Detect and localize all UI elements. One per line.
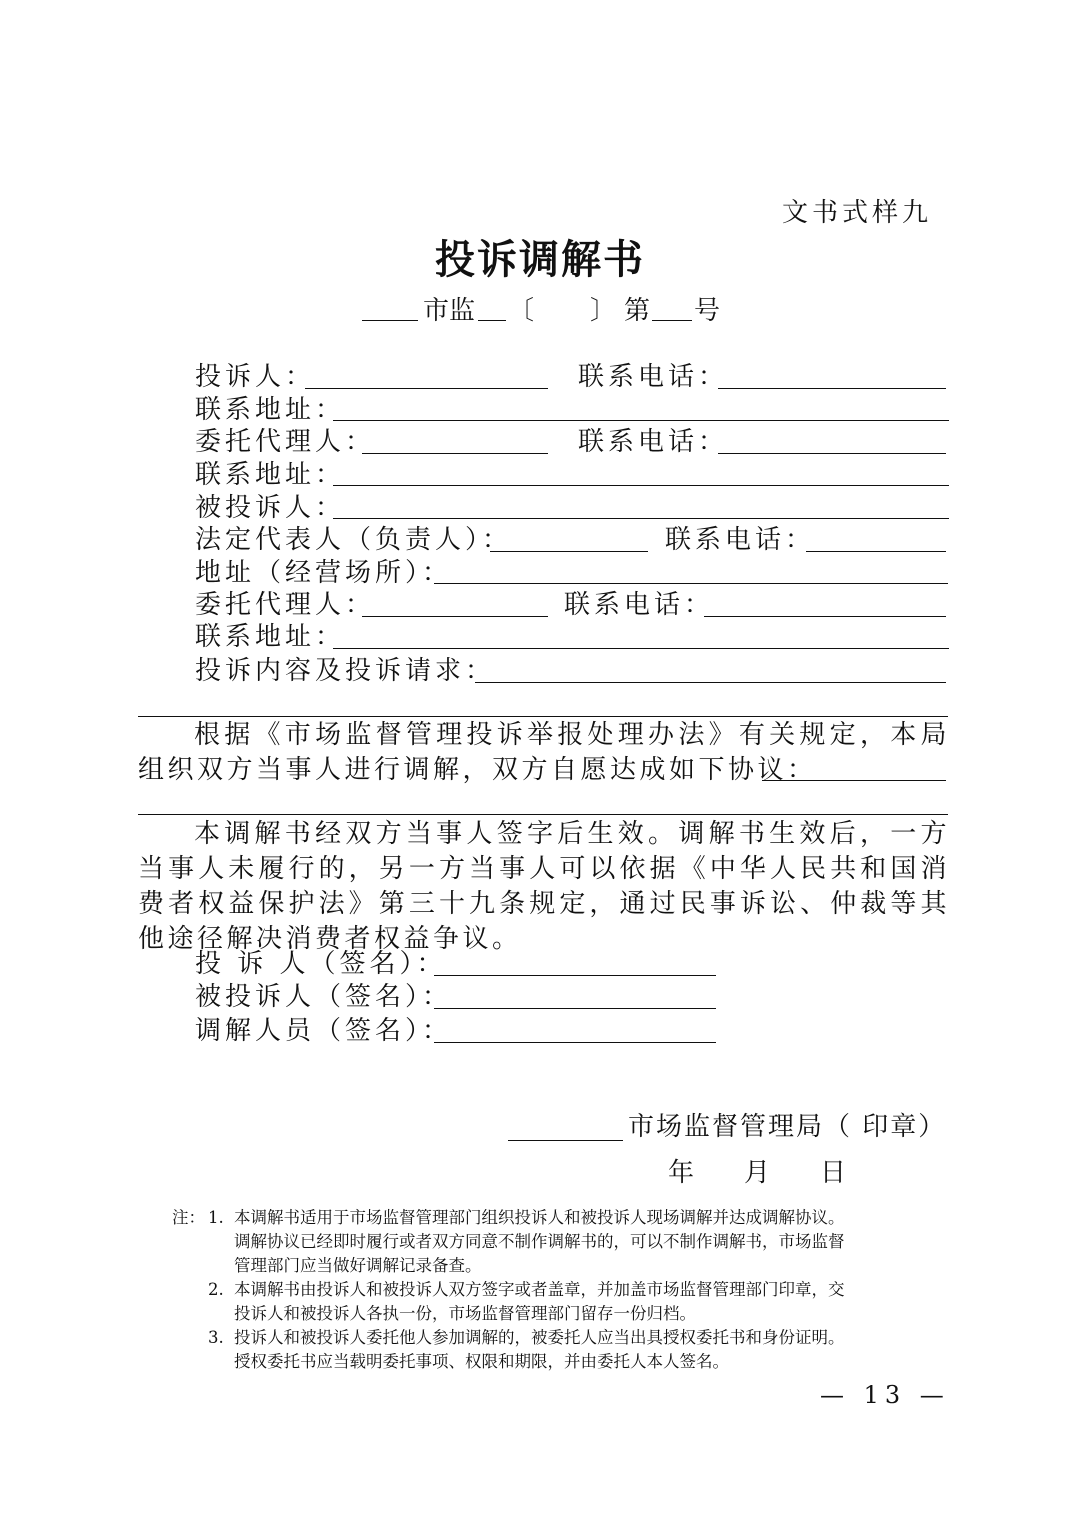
agent-2-line — [362, 616, 548, 617]
blank-city — [362, 320, 418, 321]
notes-prefix: 注： — [172, 1208, 205, 1227]
effect-paragraph: 本调解书经双方当事人签字后生效。调解书生效后，一方当事人未履行的，另一方当事人可以依据《中华人民共和国消费者权益保护法》第三十九条规定，通过民事诉讼、仲裁等其他途径解决消费者权益争议。 — [138, 819, 950, 954]
note-3-number: 3. — [208, 1328, 224, 1347]
phone-4-line — [704, 616, 946, 617]
document-title: 投诉调解书 — [435, 236, 645, 283]
note-2-line-1: 本调解书由投诉人和被投诉人双方签字或者盖章，并加盖市场监督管理部门印章，交 — [234, 1280, 845, 1299]
label-address-1: 联系地址： — [195, 395, 346, 425]
address-1-line — [333, 420, 949, 421]
agreement-paragraph: 根据《市场监督管理投诉举报处理办法》有关规定，本局组织双方当事人进行调解，双方自愿达成如下协议： — [138, 720, 950, 785]
note-1-line-1: 本调解书适用于市场监督管理部门组织投诉人和被投诉人现场调解并达成调解协议。 — [234, 1208, 845, 1227]
label-phone-1: 联系电话： — [578, 362, 729, 392]
agent-1-line — [362, 453, 548, 454]
content-request-line-2 — [138, 716, 948, 717]
label-complainant: 投诉人： — [195, 362, 316, 392]
note-1-line-3: 管理部门应当做好调解记录备查。 — [234, 1256, 482, 1275]
bureau-city-line — [508, 1140, 623, 1141]
label-sign-mediator: 调解人员（签名）： — [195, 1016, 453, 1046]
label-phone-2: 联系电话： — [578, 427, 729, 457]
sign-mediator-line — [434, 1042, 716, 1043]
address-3-line — [333, 648, 949, 649]
date-day: 日 — [820, 1158, 847, 1188]
phone-2-line — [718, 453, 946, 454]
doc-bracket-open: 〔 — [508, 296, 535, 326]
note-2-line-2: 投诉人和被投诉人各执一份，市场监督管理部门留存一份归档。 — [234, 1304, 696, 1323]
sign-respondent-line — [434, 1008, 716, 1009]
label-address-3: 联系地址： — [195, 622, 346, 652]
phone-1-line — [718, 388, 946, 389]
label-legal-rep: 法定代表人（负责人）： — [195, 525, 513, 555]
respondent-line — [333, 518, 949, 519]
note-2-number: 2. — [208, 1280, 224, 1299]
doc-bracket-close: 〕 — [590, 296, 617, 326]
doc-city-suffix: 市监 — [423, 296, 476, 326]
content-request-line — [475, 682, 946, 683]
doc-seq-label: 第 — [624, 296, 651, 326]
label-content-request: 投诉内容及投诉请求： — [195, 656, 496, 686]
page-number: — 13 — — [820, 1381, 950, 1409]
date-month: 月 — [744, 1158, 771, 1188]
label-address-2: 联系地址： — [195, 460, 346, 490]
blank-doc-number — [652, 320, 692, 321]
label-agent-2: 委托代理人： — [195, 590, 376, 620]
agreement-line-1 — [762, 780, 946, 781]
label-phone-3: 联系电话： — [665, 525, 816, 555]
label-phone-4: 联系电话： — [564, 590, 715, 620]
address-2-line — [333, 485, 949, 486]
document-style-tag: 文书式样九 — [781, 198, 932, 228]
label-sign-complainant: 投 诉 人（签名）： — [195, 949, 447, 979]
date-year: 年 — [668, 1158, 695, 1188]
label-sign-respondent: 被投诉人（签名）： — [195, 982, 453, 1012]
label-business-address: 地址（经营场所）： — [195, 558, 453, 588]
phone-3-line — [806, 551, 946, 552]
business-address-line — [434, 583, 948, 584]
legal-rep-line — [490, 551, 648, 552]
doc-num-label: 号 — [694, 296, 721, 326]
note-3-line-1: 投诉人和被投诉人委托他人参加调解的，被委托人应当出具授权委托书和身份证明。 — [234, 1328, 845, 1347]
agreement-line-2 — [138, 814, 948, 815]
note-3-line-2: 授权委托书应当载明委托事项、权限和期限，并由委托人本人签名。 — [234, 1352, 729, 1371]
sign-complainant-line — [434, 975, 716, 976]
note-1-number: 1. — [208, 1208, 224, 1227]
issuing-bureau: 市场监督管理局（ 印章） — [628, 1112, 947, 1142]
blank-abbrev — [478, 320, 506, 321]
label-agent-1: 委托代理人： — [195, 427, 376, 457]
label-respondent: 被投诉人： — [195, 493, 346, 523]
complainant-line — [305, 388, 548, 389]
note-1-line-2: 调解协议已经即时履行或者双方同意不制作调解书的，可以不制作调解书，市场监督 — [234, 1232, 845, 1251]
